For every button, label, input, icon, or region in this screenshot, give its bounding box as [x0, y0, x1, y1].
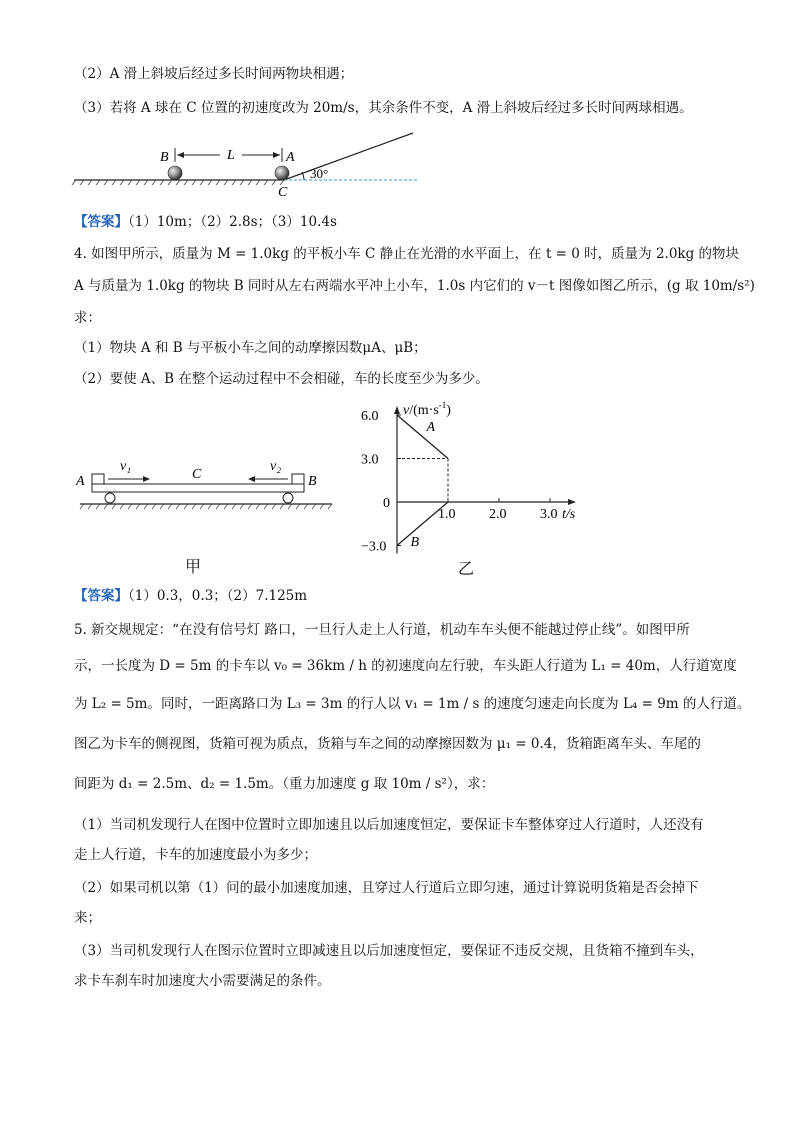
series-label-b: B [410, 534, 420, 550]
wheel-right [283, 493, 293, 503]
ball-a [275, 166, 289, 180]
q4-cart-figure [70, 448, 340, 518]
q5-part3-b: 求卡车刹车时加速度大小需要满足的条件。 [74, 973, 331, 989]
q5-part1-b: 走上人行道，卡车的加速度最小为多少； [74, 847, 317, 863]
q5-part2-b: 来； [74, 910, 101, 926]
q3-part3: （3）若将 A 球在 C 位置的初速度改为 20m/s，其余条件不变，A 滑上斜坡后经过多长时间两球相遇。 [74, 100, 693, 116]
x-tick-label: 2.0 [489, 507, 507, 522]
label-v2: v₂ [270, 459, 282, 474]
q4-part2: （2）要使 A、B 在整个运动过程中不会相碰，车的长度至少为多少。 [74, 371, 489, 387]
series-label-a: A [426, 419, 436, 435]
q3-incline-figure [70, 128, 430, 208]
x-tick-label: 1.0 [438, 507, 456, 522]
q5-line5: 间距为 d₁ = 2.5m、d₂ = 1.5m。（重力加速度 g 取 10m / s²），求： [74, 776, 495, 792]
q3-answer [74, 212, 337, 232]
q3-part2: （2）A 滑上斜坡后经过多长时间两物块相遇； [74, 66, 354, 82]
series-line-b [397, 502, 448, 546]
q5-line3: 为 L₂ = 5m。同时，一距离路口为 L₃ = 3m 的行人以 v₁ = 1m / s 的速度匀速走向长度为 L₄ = 9m 的人行道。 [74, 696, 751, 712]
x-axis-arrow [568, 499, 576, 505]
answer-text: （1）0.3，0.3；（2）7.125m [128, 588, 308, 604]
q4-stem-line2: A 与质量为 1.0kg 的物块 B 同时从左右两端水平冲上小车，1.0s 内它们的 v－t 图像如图乙所示，(g 取 10m/s²) [74, 278, 755, 294]
incline-line [284, 133, 413, 180]
caption-jia: 甲 [185, 557, 202, 576]
q4-stem-line1: 4. 如图甲所示，质量为 M = 1.0kg 的平板小车 C 静止在光滑的水平面上，在 t = 0 时，质量为 2.0kg 的物块 [74, 246, 740, 262]
label-v1: v₁ [120, 459, 132, 474]
y-tick-label: 0 [383, 496, 390, 511]
block-a [92, 474, 104, 484]
q4-stem-line3: 求： [74, 310, 101, 326]
x-tick-label: 3.0 [540, 507, 558, 522]
vt-chart [355, 392, 605, 554]
q4-part1: （1）物块 A 和 B 与平板小车之间的动摩擦因数μA、μB； [74, 340, 427, 356]
y-tick-label: 3.0 [361, 452, 379, 468]
ball-b [168, 166, 182, 180]
q5-part3-a: （3）当司机发现行人在图示位置时立即减速且以后加速度恒定，要保证不违反交规，且货箱不撞到车头， [74, 943, 704, 959]
cart-plate [92, 484, 304, 492]
label-c: C [192, 467, 202, 482]
label-angle: 30° [310, 166, 329, 181]
y-tick-label: −3.0 [361, 539, 387, 554]
q5-part2-a: （2）如果司机以第（1）问的最小加速度加速，且穿过人行道后立即匀速，通过计算说明货箱是否会掉下 [74, 880, 699, 896]
label-a: A [286, 150, 295, 165]
label-c: C [278, 185, 288, 200]
label-a: A [76, 474, 85, 489]
answer-text: （1）10m；（2）2.8s；（3）10.4s [128, 214, 337, 230]
answer-tag: 【答案】 [74, 588, 128, 604]
q5-line1: 5. 新交规规定：“在没有信号灯 路口，一旦行人走上人行道，机动车车头便不能越过停止线”。如图甲所 [74, 622, 690, 638]
block-b [292, 474, 304, 484]
label-b: B [160, 150, 169, 165]
label-b: B [308, 474, 317, 489]
series-line-a [397, 415, 448, 459]
q5-line4: 图乙为卡车的侧视图，货箱可视为质点，货箱与车之间的动摩擦因数为 μ₁ = 0.4，货箱距离车头、车尾的 [74, 736, 701, 752]
y-tick-label: 6.0 [361, 409, 379, 424]
x-axis-label: t/s [562, 507, 576, 522]
q5-line2: 示，一长度为 D = 5m 的卡车以 v₀ = 36km / h 的初速度向左行驶，车头距人行道为 L₁ = 40m，人行道宽度 [74, 658, 737, 674]
wheel-left [105, 493, 115, 503]
q4-answer [74, 586, 307, 606]
caption-yi: 乙 [458, 559, 475, 578]
label-l: L [227, 148, 235, 163]
answer-tag: 【答案】 [74, 214, 128, 230]
q5-part1-a: （1）当司机发现行人在图中位置时立即加速且以后加速度恒定，要保证卡车整体穿过人行道时，人还没有 [74, 817, 704, 833]
y-axis-arrow [394, 406, 400, 414]
y-axis-label: $v/(m\cdot s^{-1})$ [403, 400, 451, 418]
